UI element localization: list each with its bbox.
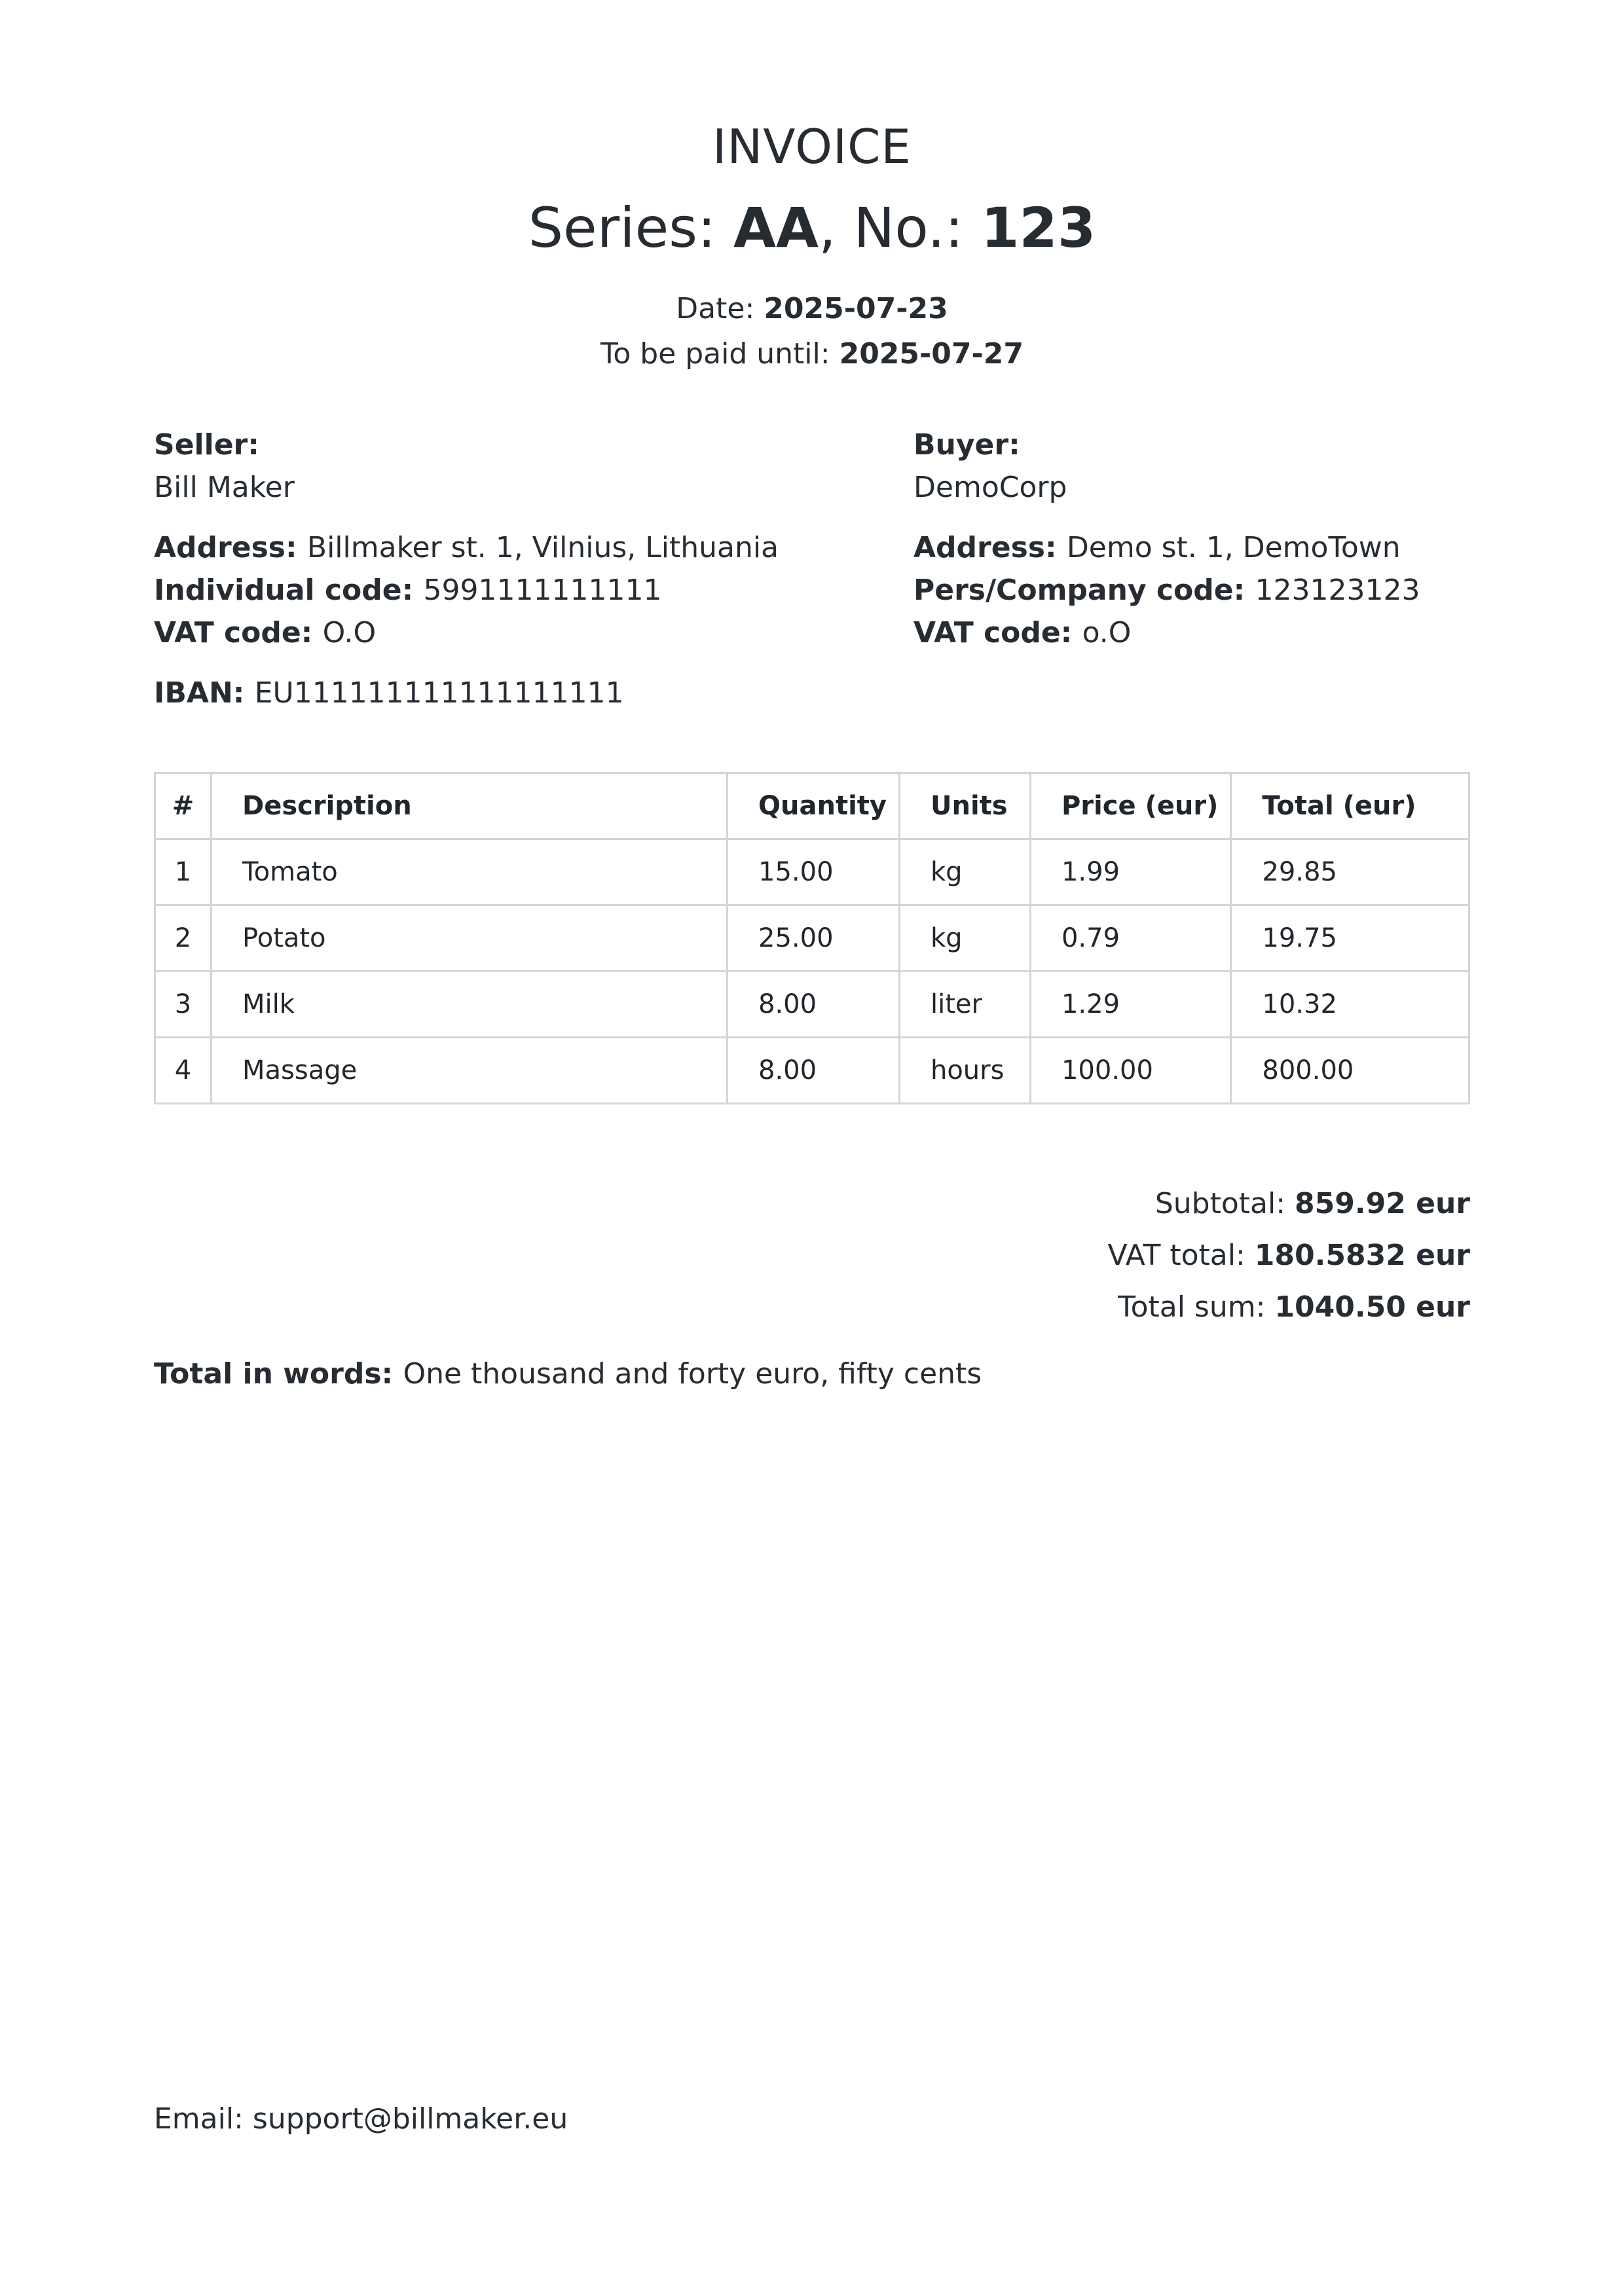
vat-total-value: 180.5832 eur <box>1254 1239 1470 1273</box>
items-table-body <box>155 839 1469 1104</box>
total-sum-label: Total sum: <box>1118 1290 1275 1324</box>
subtotal-line <box>154 1178 1470 1230</box>
column-header-total: Total (eur) <box>1231 773 1469 839</box>
subtotal-value: 859.92 eur <box>1295 1187 1470 1221</box>
date-label: Date: <box>676 291 764 325</box>
cell-units: kg <box>899 905 1030 972</box>
buyer-company-code-value: 123123123 <box>1255 574 1420 608</box>
cell-quantity: 25.00 <box>728 905 900 972</box>
date-value: 2025-07-23 <box>764 291 948 325</box>
buyer-heading: Buyer: <box>913 428 1020 462</box>
column-header-units: Units <box>899 773 1030 839</box>
seller-name: Bill Maker <box>154 471 295 505</box>
seller-individual-code <box>154 569 913 611</box>
invoice-date-line <box>154 290 1470 327</box>
due-date-line <box>154 335 1470 373</box>
cell-description: Milk <box>212 972 728 1038</box>
due-label: To be paid until: <box>600 337 840 371</box>
cell-units: hours <box>899 1038 1030 1104</box>
buyer-vat-label: VAT code: <box>913 616 1082 650</box>
total-sum-value: 1040.50 eur <box>1274 1290 1470 1324</box>
buyer-vat-code <box>913 611 1470 654</box>
page-title: INVOICE <box>712 119 912 174</box>
seller-iban-label: IBAN: <box>154 676 255 710</box>
table-row <box>155 1038 1469 1104</box>
cell-total: 19.75 <box>1231 905 1469 972</box>
series-number-line <box>154 196 1470 260</box>
seller-iban-value: EU111111111111111111 <box>254 676 624 710</box>
seller-section <box>154 424 913 714</box>
seller-address <box>154 526 913 569</box>
vat-total-line <box>154 1230 1470 1281</box>
items-table <box>154 772 1470 1104</box>
cell-total: 10.32 <box>1231 972 1469 1038</box>
cell-price: 0.79 <box>1030 905 1230 972</box>
buyer-vat-value: o.O <box>1082 616 1132 650</box>
seller-vat-label: VAT code: <box>154 616 323 650</box>
cell-price: 1.99 <box>1030 839 1230 905</box>
buyer-company-code <box>913 569 1470 611</box>
buyer-address <box>913 526 1470 569</box>
seller-iban <box>154 672 913 714</box>
cell-price: 1.29 <box>1030 972 1230 1038</box>
due-value: 2025-07-27 <box>839 337 1024 371</box>
cell-index: 2 <box>155 905 212 972</box>
table-row <box>155 905 1469 972</box>
cell-units: liter <box>899 972 1030 1038</box>
seller-address-value: Billmaker st. 1, Vilnius, Lithuania <box>306 531 779 565</box>
cell-description: Potato <box>212 905 728 972</box>
total-in-words-value: One thousand and forty euro, fifty cents <box>403 1357 982 1391</box>
parties-section <box>154 424 1470 714</box>
buyer-section <box>913 424 1470 714</box>
items-table-header <box>155 773 1469 839</box>
seller-address-label: Address: <box>154 531 307 565</box>
seller-vat-code <box>154 611 913 654</box>
email-value: support@billmaker.eu <box>252 2102 568 2136</box>
column-header-quantity: Quantity <box>728 773 900 839</box>
seller-individual-code-label: Individual code: <box>154 574 424 608</box>
cell-quantity: 8.00 <box>728 1038 900 1104</box>
invoice-content <box>0 121 1624 1393</box>
seller-vat-value: O.O <box>322 616 377 650</box>
column-header-description: Description <box>212 773 728 839</box>
number-label: , No.: <box>819 196 981 261</box>
cell-quantity: 8.00 <box>728 972 900 1038</box>
buyer-address-label: Address: <box>913 531 1067 565</box>
header-row <box>155 773 1469 839</box>
series-label: Series: <box>528 196 734 261</box>
cell-total: 29.85 <box>1231 839 1469 905</box>
seller-individual-code-value: 5991111111111 <box>423 574 662 608</box>
buyer-name: DemoCorp <box>913 471 1067 505</box>
cell-description: Massage <box>212 1038 728 1104</box>
footer-email <box>154 2100 568 2138</box>
totals-section <box>154 1178 1470 1333</box>
cell-total: 800.00 <box>1231 1038 1469 1104</box>
number-value: 123 <box>980 196 1096 261</box>
cell-quantity: 15.00 <box>728 839 900 905</box>
cell-index: 3 <box>155 972 212 1038</box>
cell-price: 100.00 <box>1030 1038 1230 1104</box>
email-label: Email: <box>154 2102 253 2136</box>
cell-index: 4 <box>155 1038 212 1104</box>
total-in-words-label: Total in words: <box>154 1357 403 1391</box>
cell-index: 1 <box>155 839 212 905</box>
total-sum-line <box>154 1281 1470 1333</box>
buyer-address-value: Demo st. 1, DemoTown <box>1066 531 1401 565</box>
table-row <box>155 839 1469 905</box>
column-header-price: Price (eur) <box>1030 773 1230 839</box>
column-header-index: # <box>155 773 212 839</box>
total-in-words-line <box>154 1355 1470 1393</box>
cell-description: Tomato <box>212 839 728 905</box>
series-value: AA <box>733 196 819 261</box>
vat-total-label: VAT total: <box>1107 1239 1255 1273</box>
seller-heading: Seller: <box>154 428 259 462</box>
buyer-company-code-label: Pers/Company code: <box>913 574 1255 608</box>
cell-units: kg <box>899 839 1030 905</box>
table-row <box>155 972 1469 1038</box>
subtotal-label: Subtotal: <box>1154 1187 1295 1221</box>
